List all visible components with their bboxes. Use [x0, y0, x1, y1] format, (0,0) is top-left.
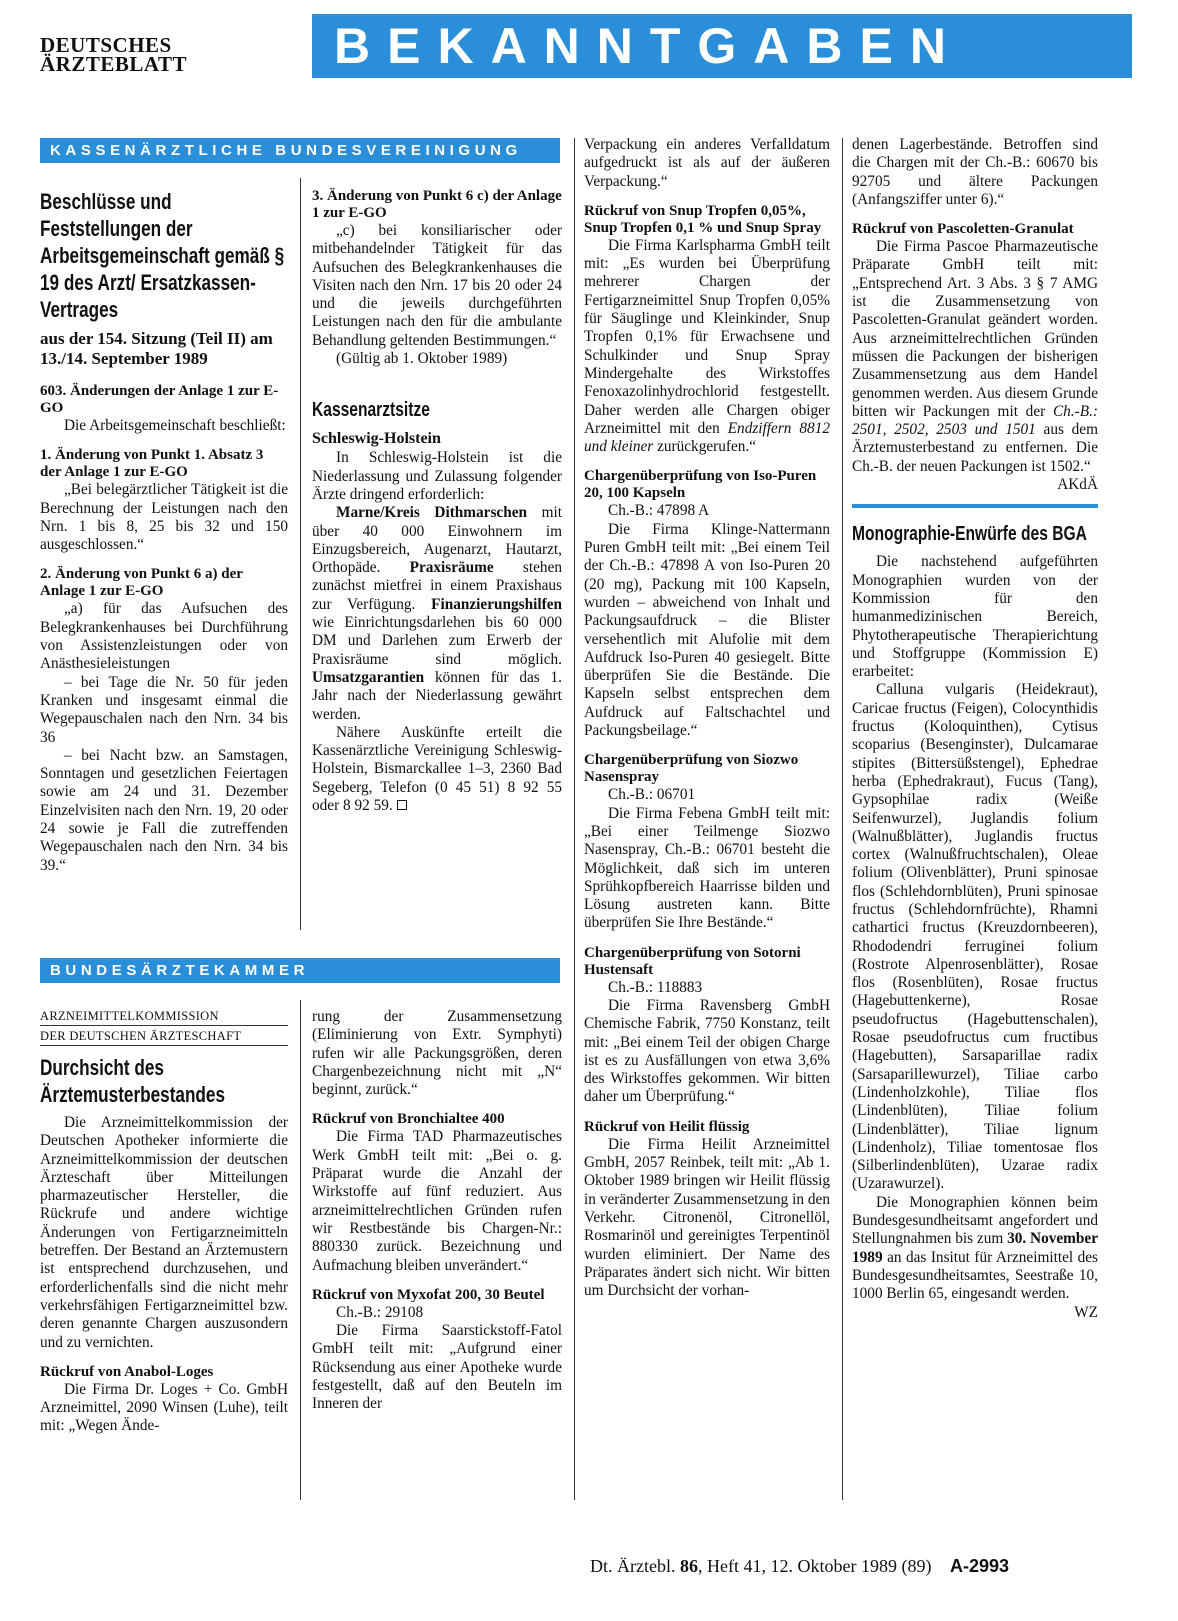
heading-iso-puren: Chargenüberprüfung von Iso-Puren 20, 100 Kapseln: [584, 468, 817, 502]
siozwo-charge: Ch.-B.: 06701: [608, 786, 696, 804]
paragraph-anabol-cont: rung der Zusammensetzung (Eliminierung von Extr. Symphyti) rufen wir alle Packungsgrößen, deren Chargenbezeichnung nicht mit „N“ beginnt, zurück.“: [312, 1008, 562, 1099]
paragraph-change-2c: – bei Nacht bzw. an Samstagen, Sonntagen und gesetzlichen Feiertagen sowie am 24 und 31. Dezember Einzelvisiten nach den Nrn. 19, 20 oder 24 sowie je Fall die zutreffenden Wegepauschalen nach den Nrn. 34 bis 39.“: [40, 746, 288, 874]
paragraph-col3-top: Verpackung ein anderes Verfalldatum aufgedruckt ist als auf der äußeren Verpackung.“: [584, 136, 830, 190]
org-line-2: DER DEUTSCHEN ÄRZTESCHAFT: [40, 1028, 288, 1046]
end-mark-icon: [397, 800, 407, 810]
kbv-section-bar: KASSENÄRZTLICHE BUNDESVEREINIGUNG: [40, 138, 560, 163]
monograph-list: Calluna vulgaris (Heidekraut), Caricae fructus (Feigen), Colocynthidis fructus (Koloquinthen), Cytisus scoparius (Besenginster), Dulcamarae stipites (Bittersüßstengel), Ephedrae herba (Ephedrakraut), Fucus (Tang), Gypsophilae radix (Weiße Seifenwurzel), Juglandis folium (Walnußblätter), Juglandis fructus cortex (Walnußfruchtschalen), Oleae folium (Olivenblätter), Pruni spinosae flos (Schlehdornblüten), Pruni spinosae fructus (Schlehdornfrüchte), Rhamni cathartici fructus (Kreuzdornbeeren), Rhododendri ferruginei folium (Rostrote Alpenrosenblätter), Rosae flos (Rosenblüten), Rosae fructus (Hagebuttenkerne), Rosae pseudofructus (Hagebuttenschalen), Rosae pseudofructus cum fructibus (Hagebutten), Sarsaparillae radix (Sarsaparillewurzel), Tiliae carbo (Lindenholzkohle), Tiliae flos (Lindenblüten), Tiliae folium (Lindenblätter), Tiliae lignum (Lindenholz), Tiliae tomentosae flos (Silberlindenblüten), Uzarae radix (Uzarawurzel).: [852, 681, 1098, 1193]
column-divider: [842, 138, 843, 1500]
heading-change-1: 1. Änderung von Punkt 1. Absatz 3 der Anlage 1 zur E-GO: [40, 447, 264, 481]
journal-volume: 86: [679, 1556, 698, 1576]
heading-change-2: 2. Änderung von Punkt 6 a) der Anlage 1 zur E-GO: [40, 566, 243, 600]
heading-change-3: 3. Änderung von Punkt 6 c) der Anlage 1 zur E-GO: [312, 188, 562, 221]
kassenarztsitze-title: Kassenarztsitze: [312, 399, 430, 422]
baek-column-1: [40, 1008, 288, 1436]
column-divider: [300, 178, 301, 930]
signature-wz: WZ: [1074, 1303, 1098, 1321]
myxofat-charge: Ch.-B.: 29108: [336, 1303, 424, 1321]
sitze-paragraph-3: Nähere Auskünfte erteilt die Kassenärztliche Vereinigung Schleswig-Holstein, Bismarckallee 1–3, 2360 Bad Segeberg, Telefon (0 45 51) 8 92 55 oder 8 92 59.: [312, 723, 562, 815]
signature-akdae: AKdÄ: [1057, 476, 1098, 494]
sitze-place: Marne/Kreis Dithmarschen: [336, 504, 528, 522]
column-3: [584, 136, 830, 1300]
sotorni-charge: Ch.-B.: 118883: [608, 978, 703, 996]
journal-name: Dt. Ärztebl.: [590, 1556, 676, 1576]
monograph-title: Monographie-Enwürfe des BGA: [852, 523, 1087, 546]
baek-section-bar: BUNDESÄRZTEKAMMER: [40, 958, 560, 983]
monograph-intro: Die nachstehend aufgeführten Monographien wurden von der Kommission für den humanmedizinischen Bereich, Phytotherapeutische Therapierichtung und Stoffgruppe (Kommission E) erarbeitet:: [852, 553, 1098, 681]
column-divider: [300, 1000, 301, 1500]
section-rule: [852, 504, 1098, 508]
heading-heilit: Rückruf von Heilit flüssig: [584, 1118, 750, 1135]
paragraph-change-2a: „a) für das Aufsuchen des Belegkrankenhauses bei Durchführung von Assistenzleistungen oder von Anästhesieleistungen: [40, 600, 288, 673]
sitze-paragraph-1: In Schleswig-Holstein ist die Niederlassung und Zulassung folgender Ärzte dringend erforderlich:: [312, 449, 562, 503]
paragraph-sotorni: Die Firma Ravensberg GmbH Chemische Fabrik, 7750 Konstanz, teilt mit: „Bei einem Teil der obigen Charge ist es zu Ausfällungen von etwa 3,6% des Wirkstoffes gekommen. Wir bitten daher um Überprüfung.“: [584, 996, 830, 1106]
baek-intro: Die Arzneimittelkommission der Deutschen Apotheker informierte die Arzneimittelkommission der deutschen Ärzteschaft über Mitteilungen pharmazeutischer Hersteller, die Rückrufe und andere wichtige Änderungen von Fertigarzneimitteln betreffen. Der Bestand an Ärztemustern ist entsprechend durchzusehen, und erforderlichenfalls sind die nicht mehr verkehrsfähigen Fertigarzneimittel bzw. deren genannte Chargen auszusondern und zu vernichten.: [40, 1114, 288, 1351]
kbv-column-1: [40, 188, 288, 875]
paragraph-change-3: „c) bei konsiliarischer oder mitbehandelnder Tätigkeit für das Aufsuchen des Belegkrankenhauses die Visiten nach den Nrn. 17 bis 20 oder 24 und die jeweils durchgeführten Leistungen nach den für die ambulante Behandlung geltenden Bestimmungen.“: [312, 222, 562, 349]
column-divider: [574, 138, 575, 1500]
org-line-1: ARZNEIMITTELKOMMISSION: [40, 1008, 288, 1026]
region-heading: Schleswig-Holstein: [312, 430, 441, 448]
page-number: A-2993: [949, 1556, 1009, 1576]
paragraph-anabol: Die Firma Dr. Loges + Co. GmbH Arzneimittel, 2090 Winsen (Luhe), teilt mit: „Wegen Ände-: [40, 1380, 288, 1435]
paragraph-change-1: „Bei belegärztlicher Tätigkeit ist die Berechnung der Leistungen nach den Nrn. 1 bis 8, 25 bis 32 und 150 ausgeschlossen.“: [40, 481, 288, 554]
kbv-subtitle: aus der 154. Sitzung (Teil II) am 13./14. September 1989: [40, 329, 273, 368]
masthead-line2: ÄRZTEBLATT: [40, 52, 187, 76]
kbv-title: Beschlüsse und Feststellungen der Arbeitsgemeinschaft gemäß § 19 des Arzt/ Ersatzkassen-Vertrages: [40, 189, 285, 322]
heading-603: 603. Änderungen der Anlage 1 zur E-GO: [40, 383, 279, 416]
kbv-column-2: [312, 188, 562, 815]
column-4: [852, 136, 1098, 1322]
paragraph-iso-puren: Die Firma Klinge-Nattermann Puren GmbH teilt mit: „Bei einem Teil der Ch.-B.: 47898 A von Iso-Puren 20 (20 mg), Packung mit 100 Kapseln, wurden – abweichend von Inhalt und Packungsaufdruck – die Blister versehentlich mit Alufolie mit dem Aufdruck Iso-Puren 40 gesiegelt. Bitte überprüfen Sie die Bestände. Die Kapseln selbst entsprechen dem Aufdruck auf Faltschachtel und Packungsbeilage.“: [584, 520, 830, 740]
page-footer: [590, 1556, 1009, 1577]
paragraph-change-2b: – bei Tage die Nr. 50 für jeden Kranken und insgesamt einmal die Wegepauschalen nach den Nrn. 34 bis 36: [40, 673, 288, 746]
masthead-line1: DEUTSCHES: [40, 33, 172, 57]
heading-snup: Rückruf von Snup Tropfen 0,05%, Snup Tropfen 0,1 % und Snup Spray: [584, 202, 822, 236]
paragraph-bronchialtee: Die Firma TAD Pharmazeutisches Werk GmbH teilt mit: „Bei o. g. Präparat wurde die Anzahl der Wirkstoffe auf fünf reduziert. Aus arzneimittelrechtlichen Gründen rufen wir Restbestände bis Chargen-Nr.: 880330 zurück. Bezeichnung und Aufmachung bleiben unverändert.“: [312, 1128, 562, 1274]
paragraph-col4-top: denen Lagerbestände. Betroffen sind die Chargen mit der Ch.-B.: 60670 bis 92705 und ältere Packungen (Anfangsziffer unter 6).“: [852, 136, 1098, 208]
paragraph-myxofat: Die Firma Saarstickstoff-Fatol GmbH teilt mit: „Aufgrund einer Rücksendung aus einer Apotheke wurde festgestellt, daß auf den Beuteln im Inneren der: [312, 1322, 562, 1413]
journal-issue: , Heft 41, 12. Oktober 1989 (89): [697, 1556, 932, 1576]
baek-column-2: [312, 1008, 562, 1414]
heading-siozwo: Chargenüberprüfung von Siozwo Nasenspray: [584, 752, 799, 786]
masthead-logo: [40, 33, 187, 76]
paragraph-snup: Die Firma Karlspharma GmbH teilt mit: „Es wurden bei Überprüfung mehrerer Chargen der Fertigarzneimittel Snup Tropfen 0,05% für Säuglinge und Kleinkinder, Snup Tropfen 0,1% für Erwachsene und Schulkinder und Snup Spray Mindergehalte des Wirkstoffes Fenoxazolinhydrochlorid festgestellt. Daher werden alle Chargen obiger Arzneimittel mit den Endziffern 8812 und kleiner zurückgerufen.“: [584, 236, 830, 456]
heading-anabol: Rückruf von Anabol-Loges: [40, 1363, 214, 1380]
iso-puren-charge: Ch.-B.: 47898 A: [608, 502, 710, 520]
monograph-closing: Die Monographien können beim Bundesgesundheitsamt angefordert und Stellungnahmen bis zum 30. November 1989 an das Insitut für Arzneimittel des Bundesgesundheitsamtes, Seestraße 10, 1000 Berlin 65, eingesandt werden.: [852, 1193, 1099, 1303]
heading-sotorni: Chargenüberprüfung von Sotorni Hustensaft: [584, 944, 801, 978]
section-banner: BEKANNTGABEN: [312, 14, 1132, 78]
validity-note: (Gültig ab 1. Oktober 1989): [336, 350, 508, 368]
sitze-paragraph-2: Marne/Kreis Dithmarschen mit über 40 000 Einwohnern im Einzugsbereich, Augenarzt, Hautarzt, Orthopäde. Praxisräume stehen zunächst mietfrei in einem Praxishaus zur Verfügung. Finanzierungshilfen wie Einrichtungsdarlehen bis 60 000 DM und Darlehen zum Erwerb der Praxisräume sind möglich. Umsatzgarantien können für das 1. Jahr nach der Niederlassung gewährt werden.: [312, 504, 563, 723]
paragraph-pascoletten: Die Firma Pascoe Pharmazeutische Präparate GmbH teilt mit: „Entsprechend Art. 3 Abs. 3 § 7 AMG ist die Zusammensetzung von Pascoletten-Granulat geändert worden. Aus arzneimittelrechtlichen Gründen müssen die Packungen der bisherigen Zusammensetzung aus dem Handel genommen werden. Aus diesem Grunde bitten wir Packungen mit der Ch.-B.: 2501, 2502, 2503 und 1501 aus dem Ärztemusterbestand zu entfernen. Die Ch.-B. der neuen Packungen ist 1502.“: [852, 238, 1098, 475]
heading-bronchialtee: Rückruf von Bronchialtee 400: [312, 1111, 505, 1128]
paragraph-siozwo: Die Firma Febena GmbH teilt mit: „Bei einer Teilmenge Siozwo Nasenspray, Ch.-B.: 06701 besteht die Möglichkeit, daß sich im unteren Sprühkopfbereich Haarrisse bilden und Lösung austreten kann. Bitte überprüfen Sie Ihre Bestände.“: [584, 804, 830, 932]
heading-pascoletten: Rückruf von Pascoletten-Granulat: [852, 221, 1074, 238]
paragraph-603: Die Arbeitsgemeinschaft beschließt:: [64, 417, 286, 434]
baek-title: Durchsicht des Ärztemusterbestandes: [40, 1055, 226, 1107]
paragraph-heilit: Die Firma Heilit Arzneimittel GmbH, 2057 Reinbek, teilt mit: „Ab 1. Oktober 1989 bringen wir Heilit flüssig in veränderter Zusammensetzung in den Verkehr. Citronenöl, Citronellöl, Rosmarinöl und gereinigtes Terpentinöl wurden eliminiert. Der Name des Präparates ändert sich nicht. Wir bitten um Durchsicht der vorhan-: [584, 1135, 830, 1300]
heading-myxofat: Rückruf von Myxofat 200, 30 Beutel: [312, 1286, 545, 1303]
